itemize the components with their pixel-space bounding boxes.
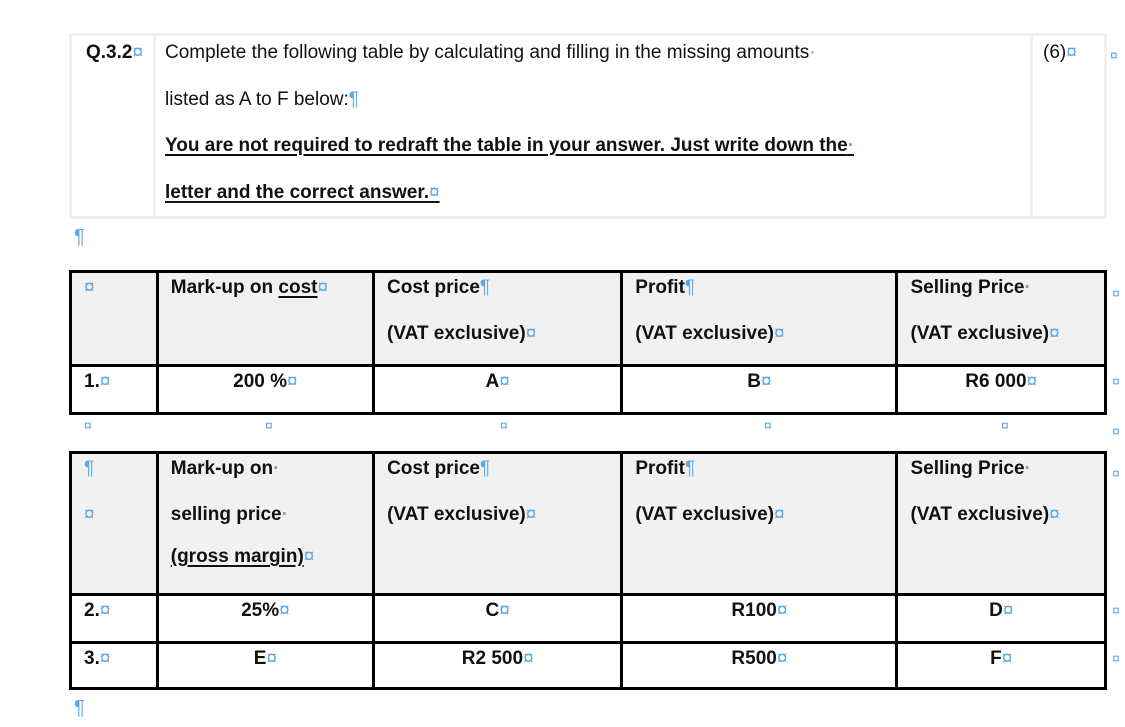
header-profit: Profit¶ (VAT exclusive)¤ [622,453,897,595]
instruction-line2: letter and the correct answer.¤ [165,182,440,203]
header-selling-price: Selling Price· (VAT exclusive)¤ [897,272,1106,366]
cell-cost-price: C¤ [374,595,622,643]
question-text-line1: Complete the following table by calculating and filling in the missing amounts· [165,42,816,63]
cell-profit: R500¤ [622,643,897,689]
row-end-mark: ¤ [1110,47,1118,63]
question-marks: (6)¤ [1043,42,1077,63]
row-end-mark: ¤ [1112,423,1120,439]
row-number: 3.¤ [71,643,158,689]
gross-margin-table [69,451,1107,690]
cell-markup: 200 %¤ [157,366,373,414]
column-divider [1030,36,1033,216]
cell-selling-price: R6 000¤ [897,366,1106,414]
header-selling-price: Selling Price· (VAT exclusive)¤ [897,453,1106,595]
table-row [71,595,1106,643]
cell-end-mark: ¤ [764,417,772,433]
cell-end-mark: ¤ [1001,417,1009,433]
question-number: Q.3.2¤ [86,42,144,63]
header-blank: ¶ ¤ [71,453,158,595]
instruction-line1: You are not required to redraft the table in your answer. Just write down the· [165,135,855,156]
column-divider [153,36,156,216]
row-end-mark: ¤ [1112,602,1120,618]
row-end-mark: ¤ [1112,285,1120,301]
header-cost-price: Cost price¶ (VAT exclusive)¤ [374,453,622,595]
question-box [69,33,1107,219]
cell-cost-price: R2 500¤ [374,643,622,689]
row-end-mark: ¤ [1112,465,1120,481]
header-profit: Profit¶ (VAT exclusive)¤ [622,272,897,366]
table-header-row [71,453,1106,595]
table-row [71,643,1106,689]
cell-selling-price: F¤ [897,643,1106,689]
row-end-mark: ¤ [1112,650,1120,666]
cell-selling-price: D¤ [897,595,1106,643]
row-number: 2.¤ [71,595,158,643]
cell-markup: E¤ [157,643,373,689]
header-cost-price: Cost price¶ (VAT exclusive)¤ [374,272,622,366]
row-number: 1.¤ [71,366,158,414]
cell-end-mark: ¤ [500,417,508,433]
row-end-mark: ¤ [1112,373,1120,389]
cell-cost-price: A¤ [374,366,622,414]
table-header-row [71,272,1106,366]
cell-profit: B¤ [622,366,897,414]
cell-end-mark: ¤ [265,417,273,433]
header-markup-on-cost: Mark-up on cost¤ [157,272,373,366]
paragraph-mark: ¶ [74,226,85,248]
header-markup-on-selling-price: Mark-up on· selling price· (gross margin)¤ [157,453,373,595]
table-row [71,366,1106,414]
markup-on-cost-table [69,270,1107,415]
header-blank: ¤ [71,272,158,366]
cell-markup: 25%¤ [157,595,373,643]
paragraph-mark: ¶ [74,697,85,719]
cell-end-mark: ¤ [84,417,92,433]
question-text-line2: listed as A to F below:¶ [165,89,359,110]
cell-profit: R100¤ [622,595,897,643]
